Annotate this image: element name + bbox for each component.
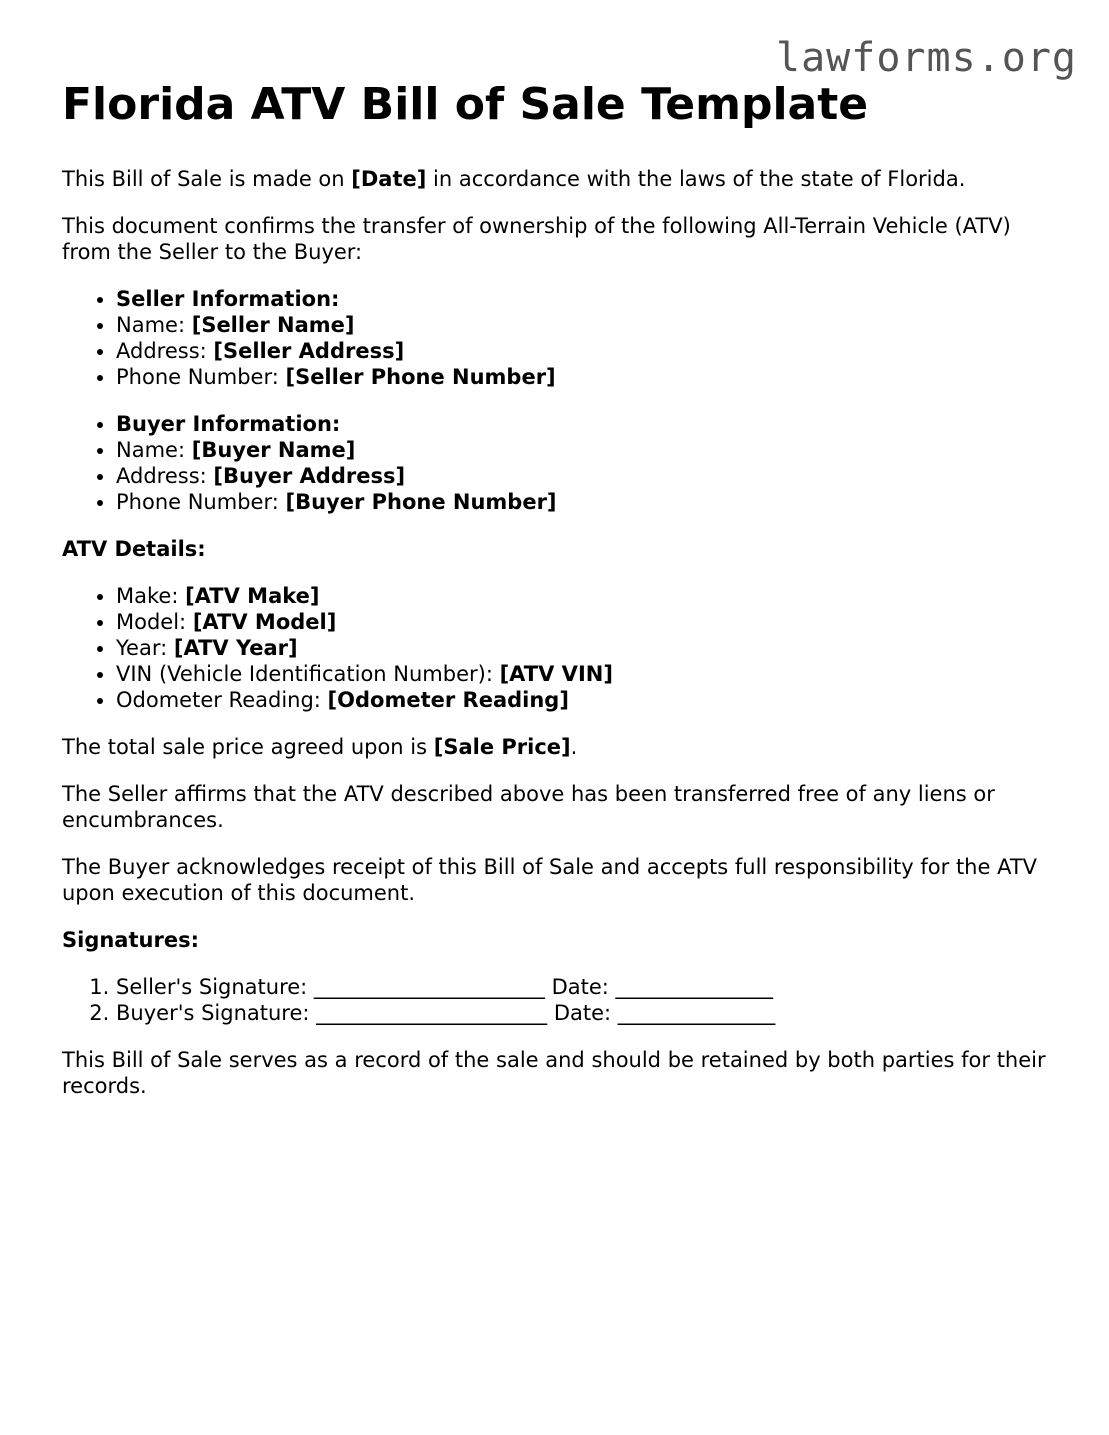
price-suffix: . bbox=[570, 735, 578, 759]
buyer-info-list bbox=[62, 411, 1052, 515]
document-body bbox=[62, 78, 1052, 1120]
seller-phone-label: Phone Number: bbox=[116, 365, 286, 389]
buyer-heading bbox=[116, 411, 1052, 437]
buyer-phone-item bbox=[116, 489, 1052, 515]
intro-prefix: This Bill of Sale is made on bbox=[62, 167, 352, 191]
seller-signature-line: 1. Seller's Signature: ______________________ Date: _______________ bbox=[116, 974, 1052, 1000]
price-prefix: The total sale price agreed upon is bbox=[62, 735, 434, 759]
atv-year-item bbox=[116, 635, 1052, 661]
affirm-paragraph: The Seller affirms that the ATV described above has been transferred free of any liens or encumbrances. bbox=[62, 782, 995, 832]
atv-odometer-label: Odometer Reading: bbox=[116, 688, 328, 712]
atv-make-label: Make: bbox=[116, 584, 186, 608]
seller-heading bbox=[116, 286, 1052, 312]
atv-make-value: [ATV Make] bbox=[185, 584, 320, 608]
sale-price-placeholder: [Sale Price] bbox=[433, 735, 571, 759]
signatures-list bbox=[62, 974, 1052, 1026]
atv-model-label: Model: bbox=[116, 610, 193, 634]
buyer-signature-line: 2. Buyer's Signature: ______________________ Date: _______________ bbox=[116, 1000, 1052, 1026]
confirm-paragraph: This document confirms the transfer of ownership of the following All-Terrain Vehicle (ATV) from the Seller to the Buyer: bbox=[62, 214, 1011, 264]
seller-address-value: [Seller Address] bbox=[213, 339, 405, 363]
atv-make-item bbox=[116, 583, 1052, 609]
acknowledge-paragraph: The Buyer acknowledges receipt of this Bill of Sale and accepts full responsibility for the ATV upon execution of this document. bbox=[62, 855, 1038, 905]
seller-phone-item bbox=[116, 364, 1052, 390]
buyer-phone-value: [Buyer Phone Number] bbox=[285, 490, 557, 514]
atv-details-heading: ATV Details: bbox=[62, 537, 206, 561]
atv-odometer-value: [Odometer Reading] bbox=[327, 688, 569, 712]
atv-year-value: [ATV Year] bbox=[173, 636, 298, 660]
signatures-heading: Signatures: bbox=[62, 928, 199, 952]
atv-details-list bbox=[62, 583, 1052, 713]
atv-year-label: Year: bbox=[116, 636, 174, 660]
seller-name-value: [Seller Name] bbox=[191, 313, 355, 337]
seller-heading-text: Seller Information: bbox=[116, 287, 340, 311]
buyer-phone-label: Phone Number: bbox=[116, 490, 286, 514]
page-title: Florida ATV Bill of Sale Template bbox=[62, 79, 869, 130]
atv-model-value: [ATV Model] bbox=[192, 610, 337, 634]
seller-name-label: Name: bbox=[116, 313, 192, 337]
atv-vin-label: VIN (Vehicle Identification Number): bbox=[116, 662, 500, 686]
buyer-address-label: Address: bbox=[116, 464, 214, 488]
buyer-name-value: [Buyer Name] bbox=[191, 438, 356, 462]
buyer-address-value: [Buyer Address] bbox=[213, 464, 406, 488]
date-placeholder: [Date] bbox=[351, 167, 427, 191]
price-paragraph bbox=[62, 734, 1052, 760]
seller-address-item bbox=[116, 338, 1052, 364]
watermark-logo: lawforms.org bbox=[776, 35, 1077, 81]
closing-paragraph: This Bill of Sale serves as a record of the sale and should be retained by both parties for their records. bbox=[62, 1048, 1046, 1098]
atv-vin-value: [ATV VIN] bbox=[499, 662, 613, 686]
atv-vin-item bbox=[116, 661, 1052, 687]
buyer-name-item bbox=[116, 437, 1052, 463]
atv-model-item bbox=[116, 609, 1052, 635]
intro-paragraph bbox=[62, 166, 1052, 192]
seller-phone-value: [Seller Phone Number] bbox=[285, 365, 556, 389]
intro-suffix: in accordance with the laws of the state of Florida. bbox=[426, 167, 966, 191]
buyer-name-label: Name: bbox=[116, 438, 192, 462]
seller-address-label: Address: bbox=[116, 339, 214, 363]
buyer-address-item bbox=[116, 463, 1052, 489]
buyer-heading-text: Buyer Information: bbox=[116, 412, 341, 436]
seller-name-item bbox=[116, 312, 1052, 338]
seller-info-list bbox=[62, 286, 1052, 390]
atv-odometer-item bbox=[116, 687, 1052, 713]
